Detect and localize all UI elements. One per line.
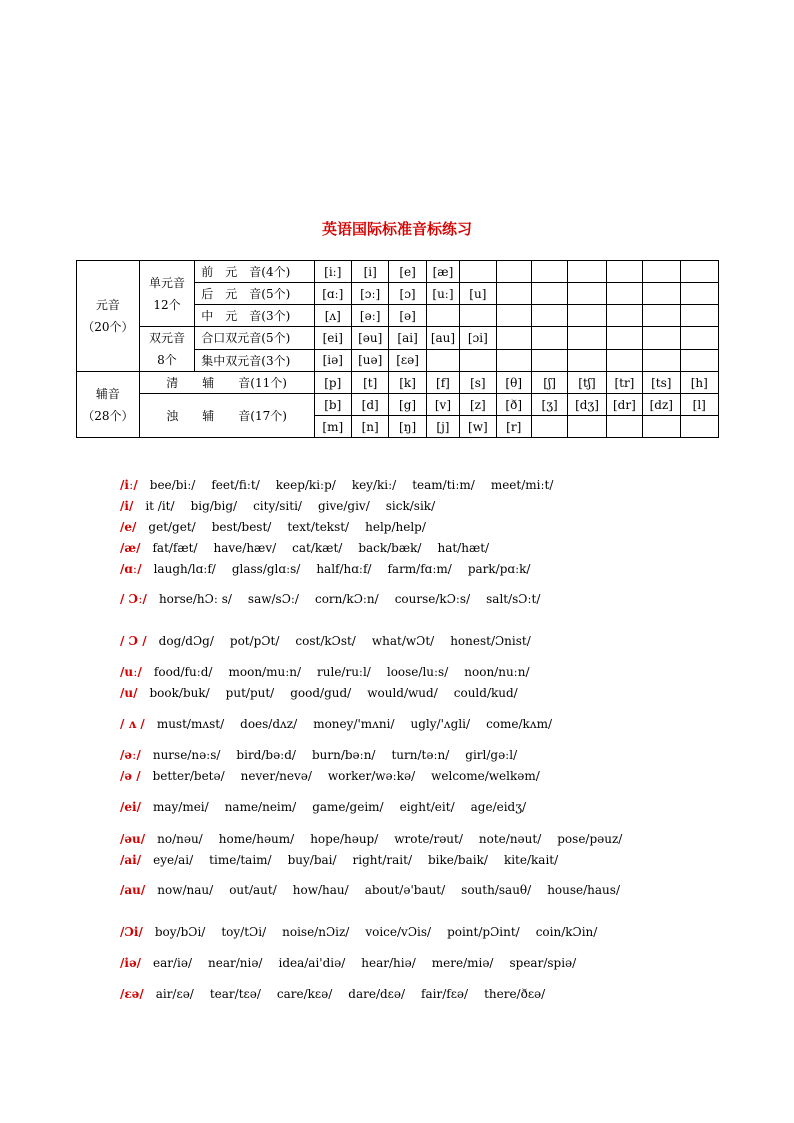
ipa-symbol-cell: [b] xyxy=(314,394,351,416)
ipa-symbol-cell xyxy=(643,416,680,438)
example-word: idea/ai'diə/ xyxy=(278,956,346,970)
ipa-symbol-cell xyxy=(680,283,719,305)
ipa-symbol-cell: [ts] xyxy=(643,372,680,394)
practice-symbol: /əu/ xyxy=(120,832,146,846)
practice-line xyxy=(120,853,574,867)
example-word: south/sauθ/ xyxy=(461,883,532,897)
ipa-symbol-cell: [ə] xyxy=(389,305,426,327)
front-vowels-label: 前 元 音(4个) xyxy=(195,261,314,283)
example-word: spear/spiə/ xyxy=(509,956,577,970)
ipa-symbol-cell xyxy=(531,283,567,305)
example-word: it /it/ xyxy=(145,499,175,513)
example-word: come/kʌm/ xyxy=(486,717,553,731)
practice-line xyxy=(120,520,442,534)
ipa-symbol-cell xyxy=(680,327,719,350)
ipa-symbol-cell: [ɛə] xyxy=(389,349,426,372)
example-word: mere/miə/ xyxy=(431,956,494,970)
practice-line xyxy=(120,541,505,555)
example-word: glass/glɑːs/ xyxy=(231,562,301,576)
example-word: give/giv/ xyxy=(317,499,370,513)
example-word: welcome/welkəm/ xyxy=(431,769,540,783)
example-word: have/hæv/ xyxy=(213,541,277,555)
example-word: boy/bƆi/ xyxy=(154,925,206,939)
example-word: tear/tɛə/ xyxy=(209,987,261,1001)
practice-symbol: /au/ xyxy=(120,883,146,897)
practice-symbol: /u/ xyxy=(120,686,138,700)
ipa-symbol-cell xyxy=(643,305,680,327)
example-word: kite/kait/ xyxy=(503,853,559,867)
practice-line xyxy=(120,925,613,939)
ipa-symbol-cell: [θ] xyxy=(496,372,531,394)
example-word: bike/baik/ xyxy=(428,853,488,867)
example-word: sick/sik/ xyxy=(385,499,436,513)
ipa-symbol-cell: [ʌ] xyxy=(314,305,351,327)
practice-symbol: /ɛə/ xyxy=(120,987,144,1001)
ipa-symbol-cell: [dz] xyxy=(643,394,680,416)
practice-line xyxy=(120,800,542,814)
example-word: honest/Ɔnist/ xyxy=(450,634,531,648)
practice-line xyxy=(120,665,546,679)
ipa-symbol-cell xyxy=(643,327,680,350)
ipa-symbol-cell: [uə] xyxy=(351,349,388,372)
example-word: dare/dɛə/ xyxy=(348,987,406,1001)
example-word: ear/iə/ xyxy=(152,956,192,970)
ipa-symbol-cell: [ɔ] xyxy=(389,283,426,305)
example-word: note/nəut/ xyxy=(478,832,542,846)
practice-symbol: / Ɔ / xyxy=(120,634,147,648)
closing-diphthongs-label: 合口双元音(5个) xyxy=(195,327,314,350)
example-word: care/kɛə/ xyxy=(276,987,333,1001)
ipa-symbol-cell: [l] xyxy=(680,394,719,416)
example-word: name/neim/ xyxy=(224,800,297,814)
example-word: house/haus/ xyxy=(547,883,620,897)
example-word: buy/bai/ xyxy=(287,853,337,867)
example-word: corn/kƆːn/ xyxy=(314,592,379,606)
ipa-symbol-cell xyxy=(531,416,567,438)
example-word: nurse/nəːs/ xyxy=(152,748,221,762)
example-word: coin/kƆin/ xyxy=(535,925,598,939)
ipa-symbol-cell xyxy=(568,349,606,372)
ipa-symbol-cell: [dr] xyxy=(606,394,642,416)
example-word: farm/fɑːm/ xyxy=(387,562,452,576)
ipa-symbol-cell: [h] xyxy=(680,372,719,394)
example-word: pose/pəuz/ xyxy=(557,832,623,846)
example-word: game/geim/ xyxy=(312,800,384,814)
example-word: text/tekst/ xyxy=(287,520,350,534)
example-word: pot/pƆt/ xyxy=(229,634,280,648)
example-word: there/ðɛə/ xyxy=(484,987,546,1001)
example-word: never/nevə/ xyxy=(240,769,312,783)
ipa-symbol-cell: [u] xyxy=(460,283,496,305)
example-word: cost/kƆst/ xyxy=(295,634,356,648)
ipa-symbol-cell xyxy=(496,305,531,327)
ipa-symbol-cell: [i] xyxy=(351,261,388,283)
practice-symbol: / ʌ / xyxy=(120,717,145,731)
example-word: course/kƆːs/ xyxy=(394,592,471,606)
practice-line xyxy=(120,748,533,762)
ipa-symbol-cell: [w] xyxy=(460,416,496,438)
ipa-symbol-cell xyxy=(680,349,719,372)
example-word: team/tiːm/ xyxy=(412,478,475,492)
ipa-symbol-cell xyxy=(460,305,496,327)
example-word: would/wud/ xyxy=(367,686,438,700)
voiced-consonants-label: 浊 辅 音(17个) xyxy=(139,394,314,438)
ipa-symbol-cell: [j] xyxy=(426,416,459,438)
example-word: no/nəu/ xyxy=(157,832,203,846)
example-word: may/mei/ xyxy=(152,800,209,814)
practice-symbol: /i/ xyxy=(120,499,134,513)
voiceless-consonants-label: 清 辅 音(11个) xyxy=(139,372,314,394)
example-word: moon/muːn/ xyxy=(228,665,302,679)
example-word: home/həum/ xyxy=(218,832,295,846)
example-word: turn/təːn/ xyxy=(391,748,450,762)
practice-symbol: /iː/ xyxy=(120,478,138,492)
example-word: near/niə/ xyxy=(208,956,263,970)
example-word: key/kiː/ xyxy=(351,478,397,492)
practice-symbol: / Ɔː/ xyxy=(120,592,147,606)
row-front-vowels xyxy=(77,261,719,283)
centering-diphthongs-label: 集中双元音(3个) xyxy=(195,349,314,372)
back-vowels-label: 后 元 音(5个) xyxy=(195,283,314,305)
example-word: air/ɛə/ xyxy=(155,987,194,1001)
example-word: age/eidʒ/ xyxy=(470,800,527,814)
monophthongs-category: 单元音 12个 xyxy=(139,261,195,327)
example-word: burn/bəːn/ xyxy=(311,748,376,762)
example-word: park/pɑːk/ xyxy=(467,562,531,576)
ipa-symbol-cell: [iə] xyxy=(314,349,351,372)
ipa-symbol-cell xyxy=(680,261,719,283)
example-word: loose/luːs/ xyxy=(386,665,449,679)
example-word: time/taim/ xyxy=(209,853,272,867)
practice-symbol: /Ɔi/ xyxy=(120,925,143,939)
practice-symbol: /ei/ xyxy=(120,800,141,814)
example-word: dog/dƆg/ xyxy=(158,634,214,648)
ipa-symbol-cell xyxy=(568,416,606,438)
example-word: out/aut/ xyxy=(229,883,277,897)
example-word: keep/kiːp/ xyxy=(275,478,336,492)
ipa-symbol-cell: [v] xyxy=(426,394,459,416)
ipa-symbol-cell xyxy=(496,349,531,372)
ipa-symbol-cell xyxy=(606,261,642,283)
practice-symbol: /ai/ xyxy=(120,853,142,867)
ipa-symbol-cell xyxy=(496,261,531,283)
ipa-symbol-cell: [r] xyxy=(496,416,531,438)
ipa-symbol-cell xyxy=(568,283,606,305)
example-word: does/dʌz/ xyxy=(240,717,298,731)
example-word: right/rait/ xyxy=(352,853,412,867)
ipa-symbol-cell: [iː] xyxy=(314,261,351,283)
example-word: laugh/lɑːf/ xyxy=(153,562,216,576)
ipa-symbol-cell xyxy=(606,305,642,327)
example-word: must/mʌst/ xyxy=(156,717,225,731)
example-word: best/best/ xyxy=(211,520,272,534)
example-word: how/hau/ xyxy=(292,883,349,897)
ipa-symbol-cell xyxy=(680,305,719,327)
example-word: food/fuːd/ xyxy=(153,665,213,679)
ipa-symbol-cell xyxy=(426,305,459,327)
ipa-symbol-cell xyxy=(426,349,459,372)
ipa-symbol-cell: [tʃ] xyxy=(568,372,606,394)
example-word: meet/miːt/ xyxy=(490,478,554,492)
central-vowels-label: 中 元 音(3个) xyxy=(195,305,314,327)
ipa-symbol-cell xyxy=(606,283,642,305)
row-voiceless-consonants xyxy=(77,372,719,394)
example-word: girl/gəːl/ xyxy=(465,748,518,762)
example-word: book/buk/ xyxy=(149,686,210,700)
ipa-symbol-cell: [m] xyxy=(314,416,351,438)
practice-line xyxy=(120,592,556,606)
example-word: horse/hƆː s/ xyxy=(158,592,232,606)
ipa-symbol-cell: [ɑː] xyxy=(314,283,351,305)
example-word: put/put/ xyxy=(225,686,275,700)
ipa-symbol-cell xyxy=(568,305,606,327)
ipa-symbol-cell xyxy=(568,261,606,283)
ipa-symbol-cell xyxy=(643,261,680,283)
practice-line xyxy=(120,499,451,513)
ipa-symbol-cell: [tr] xyxy=(606,372,642,394)
example-word: could/kud/ xyxy=(453,686,518,700)
ipa-symbol-cell xyxy=(606,349,642,372)
practice-line xyxy=(120,956,592,970)
practice-symbol: /æ/ xyxy=(120,541,141,555)
ipa-symbol-cell: [ei] xyxy=(314,327,351,350)
example-word: big/big/ xyxy=(190,499,238,513)
diphthongs-category: 双元音 8个 xyxy=(139,327,195,372)
ipa-symbol-cell xyxy=(531,305,567,327)
example-word: bee/biː/ xyxy=(149,478,196,492)
example-word: noise/nƆiz/ xyxy=(282,925,350,939)
phonetic-symbol-table xyxy=(76,260,719,438)
row-closing-diphthongs xyxy=(77,327,719,350)
ipa-symbol-cell xyxy=(531,349,567,372)
practice-line xyxy=(120,478,569,492)
practice-line xyxy=(120,562,546,576)
practice-line xyxy=(120,832,638,846)
example-word: noon/nuːn/ xyxy=(464,665,530,679)
example-word: fat/fæt/ xyxy=(152,541,198,555)
example-word: rule/ruːl/ xyxy=(317,665,371,679)
ipa-symbol-cell: [g] xyxy=(389,394,426,416)
ipa-symbol-cell: [ʃ] xyxy=(531,372,567,394)
ipa-symbol-cell xyxy=(606,327,642,350)
example-word: city/siti/ xyxy=(253,499,302,513)
ipa-symbol-cell: [əu] xyxy=(351,327,388,350)
example-word: half/hɑːf/ xyxy=(316,562,372,576)
ipa-symbol-cell: [æ] xyxy=(426,261,459,283)
practice-symbol: /ɑː/ xyxy=(120,562,142,576)
example-word: eye/ai/ xyxy=(153,853,194,867)
row-voiced-consonants-1 xyxy=(77,394,719,416)
example-word: good/gud/ xyxy=(290,686,352,700)
ipa-symbol-cell: [ɔi] xyxy=(460,327,496,350)
vowels-category: 元音 （20个） xyxy=(77,261,140,372)
example-word: better/betə/ xyxy=(152,769,225,783)
practice-line xyxy=(120,769,556,783)
example-word: salt/sƆːt/ xyxy=(486,592,541,606)
example-word: eight/eit/ xyxy=(399,800,455,814)
example-word: bird/bəːd/ xyxy=(236,748,296,762)
practice-line xyxy=(120,717,568,731)
example-word: voice/vƆis/ xyxy=(365,925,432,939)
consonants-category: 辅音 （28个） xyxy=(77,372,140,438)
ipa-symbol-cell: [au] xyxy=(426,327,459,350)
example-word: back/bæk/ xyxy=(358,541,422,555)
ipa-symbol-cell: [p] xyxy=(314,372,351,394)
ipa-symbol-cell: [ʒ] xyxy=(531,394,567,416)
ipa-symbol-cell xyxy=(643,349,680,372)
example-word: cat/kæt/ xyxy=(292,541,343,555)
ipa-symbol-cell xyxy=(460,261,496,283)
ipa-symbol-cell xyxy=(680,416,719,438)
example-word: ugly/'ʌgli/ xyxy=(410,717,471,731)
example-word: get/get/ xyxy=(148,520,196,534)
example-word: point/pƆint/ xyxy=(447,925,520,939)
ipa-symbol-cell: [s] xyxy=(460,372,496,394)
ipa-symbol-cell xyxy=(568,327,606,350)
example-word: worker/wəːkə/ xyxy=(327,769,416,783)
ipa-symbol-cell: [k] xyxy=(389,372,426,394)
ipa-symbol-cell: [f] xyxy=(426,372,459,394)
practice-symbol: /uː/ xyxy=(120,665,142,679)
ipa-symbol-cell: [t] xyxy=(351,372,388,394)
practice-symbol: /iə/ xyxy=(120,956,141,970)
example-word: hear/hiə/ xyxy=(361,956,416,970)
ipa-symbol-cell: [e] xyxy=(389,261,426,283)
practice-symbol: /ə / xyxy=(120,769,141,783)
example-word: toy/tƆi/ xyxy=(221,925,267,939)
example-word: now/nau/ xyxy=(157,883,214,897)
example-word: what/wƆt/ xyxy=(371,634,435,648)
ipa-symbol-cell: [ð] xyxy=(496,394,531,416)
practice-symbol: /əː/ xyxy=(120,748,141,762)
practice-symbol: /e/ xyxy=(120,520,137,534)
practice-line xyxy=(120,634,547,648)
ipa-symbol-cell: [d] xyxy=(351,394,388,416)
example-word: saw/sƆː/ xyxy=(247,592,299,606)
ipa-symbol-cell: [əː] xyxy=(351,305,388,327)
practice-line xyxy=(120,686,534,700)
example-word: fair/fɛə/ xyxy=(421,987,469,1001)
practice-line xyxy=(120,883,636,897)
ipa-symbol-cell xyxy=(460,349,496,372)
ipa-symbol-cell: [z] xyxy=(460,394,496,416)
ipa-symbol-cell xyxy=(496,327,531,350)
ipa-symbol-cell xyxy=(531,261,567,283)
practice-line xyxy=(120,987,561,1001)
ipa-symbol-cell: [uː] xyxy=(426,283,459,305)
ipa-symbol-cell: [n] xyxy=(351,416,388,438)
ipa-symbol-cell xyxy=(496,283,531,305)
example-word: money/'mʌni/ xyxy=(313,717,395,731)
example-word: feet/fiːt/ xyxy=(211,478,260,492)
ipa-symbol-cell xyxy=(606,416,642,438)
ipa-symbol-cell: [ɔː] xyxy=(351,283,388,305)
example-word: help/help/ xyxy=(365,520,426,534)
example-word: wrote/rəut/ xyxy=(394,832,463,846)
page-title: 英语国际标准音标练习 xyxy=(321,220,472,238)
ipa-symbol-cell: [dʒ] xyxy=(568,394,606,416)
ipa-symbol-cell: [ŋ] xyxy=(389,416,426,438)
ipa-symbol-cell: [ai] xyxy=(389,327,426,350)
ipa-symbol-cell xyxy=(643,283,680,305)
example-word: hope/həup/ xyxy=(310,832,379,846)
ipa-symbol-cell xyxy=(531,327,567,350)
example-word: about/ə'baut/ xyxy=(364,883,446,897)
example-word: hat/hæt/ xyxy=(437,541,490,555)
